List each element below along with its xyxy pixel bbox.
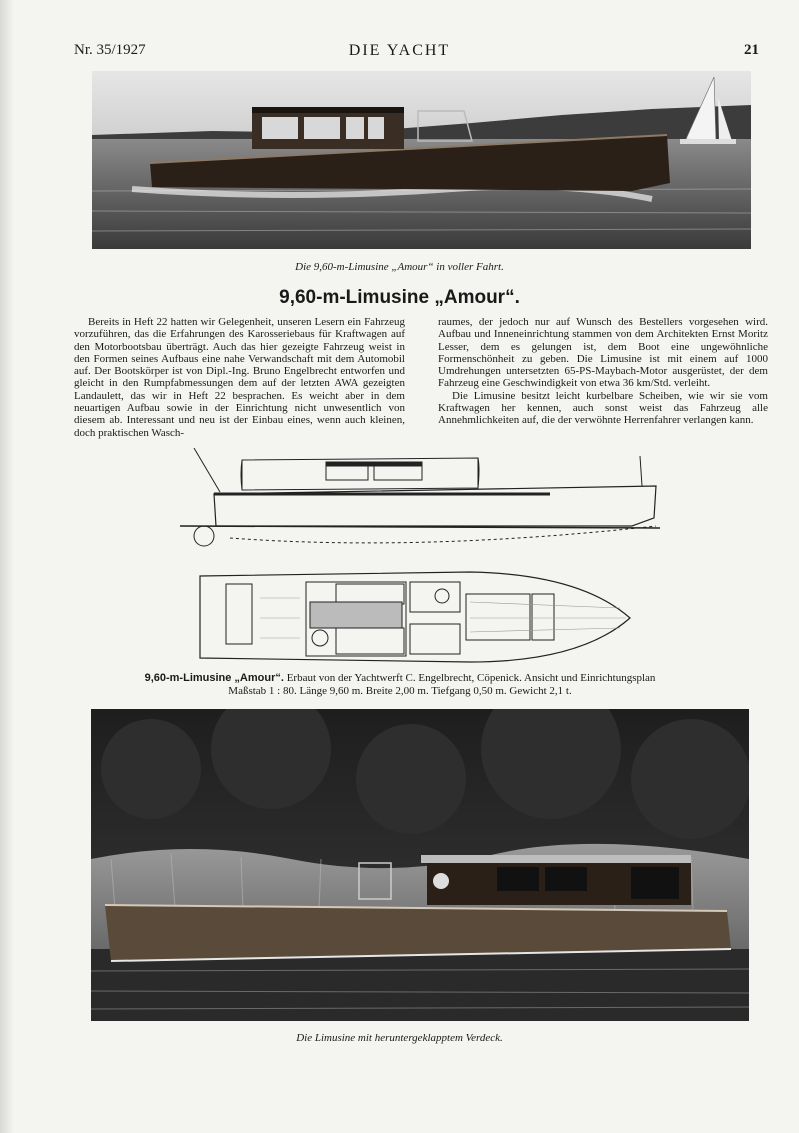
scan-page-edge (0, 0, 14, 1133)
photo1-caption: Die 9,60-m-Limusine „Amour“ in voller Fahrt. (295, 261, 504, 273)
article-column-left (74, 316, 405, 439)
deck-plan (200, 572, 630, 662)
photo-boat-top-folded (91, 709, 749, 1021)
issue-number: Nr. 35/1927 (74, 42, 146, 58)
plan-caption (70, 672, 730, 697)
article-column-right (438, 316, 768, 427)
article-title: 9,60-m-Limusine „Amour“. (279, 287, 520, 308)
magazine-title: DIE YACHT (348, 42, 451, 59)
article-paragraph: Bereits in Heft 22 hatten wir Gelegenheit, unseren Lesern ein Fahrzeug vorzuführen, das die Erfahrungen des Karosseriebaus für Kraftwagen auf den Motorbootsbau überträgt. Auch das hier gezeigte Fahrzeug weist in den Formen seines Aufbaus eine nahe Verwandschaft mit dem Automobil auf. Der Bootskörper ist von Dipl.-Ing. Bruno Engelbrecht entworfen und gleicht in den Rumpfabmessungen dem auf der letzten AWA gezeigten Landaulett, das wir in Heft 22 besprachen. Es weicht aber in dem neuartigen Aufbau sowie in der Einrichtung nicht unwesentlich von diesem ab. Interessant und neu ist der Einbau eines, wenn auch kleinen, doch praktischen Wasch- (74, 316, 405, 439)
article-paragraph: raumes, der jedoch nur auf Wunsch des Bestellers vorgesehen wird. Aufbau und Inneneinrichtung stammen von dem Architekten Ernst Moritz Lesser, dem es gelungen ist, dem Boot eine ungewöhnliche Formenschönheit zu geben. Die Limusine ist mit einem auf 1000 Umdrehungen untersetzten 65-PS-Maybach-Motor ausgerüstet, der dem Fahrzeug eine Geschwindigkeit von etwa 36 km/Std. verleiht. (438, 316, 768, 390)
plan-caption-title: 9,60-m-Limusine „Amour“. (144, 672, 284, 684)
side-elevation (180, 448, 660, 546)
article-paragraph: Die Limusine besitzt leicht kurbelbare Scheiben, wie wir sie vom Kraftwagen her kennen, auch sonst weist das Fahrzeug alle Annehmlichkeiten auf, die der verwöhnte Herrenfahrer verlangen kann. (438, 389, 768, 427)
page-number: 21 (744, 42, 759, 58)
plan-caption-dimensions: Maßstab 1 : 80. Länge 9,60 m. Breite 2,00 m. Tiefgang 0,50 m. Gewicht 2,1 t. (228, 684, 572, 697)
photo-boat-full-speed (92, 71, 751, 249)
boat-plan-drawing (180, 448, 665, 668)
plan-caption-text: Erbaut von der Yachtwerft C. Engelbrecht, Cöpenick. Ansicht und Einrichtungsplan (283, 672, 656, 684)
photo2-caption: Die Limusine mit heruntergeklapptem Verdeck. (296, 1032, 503, 1044)
